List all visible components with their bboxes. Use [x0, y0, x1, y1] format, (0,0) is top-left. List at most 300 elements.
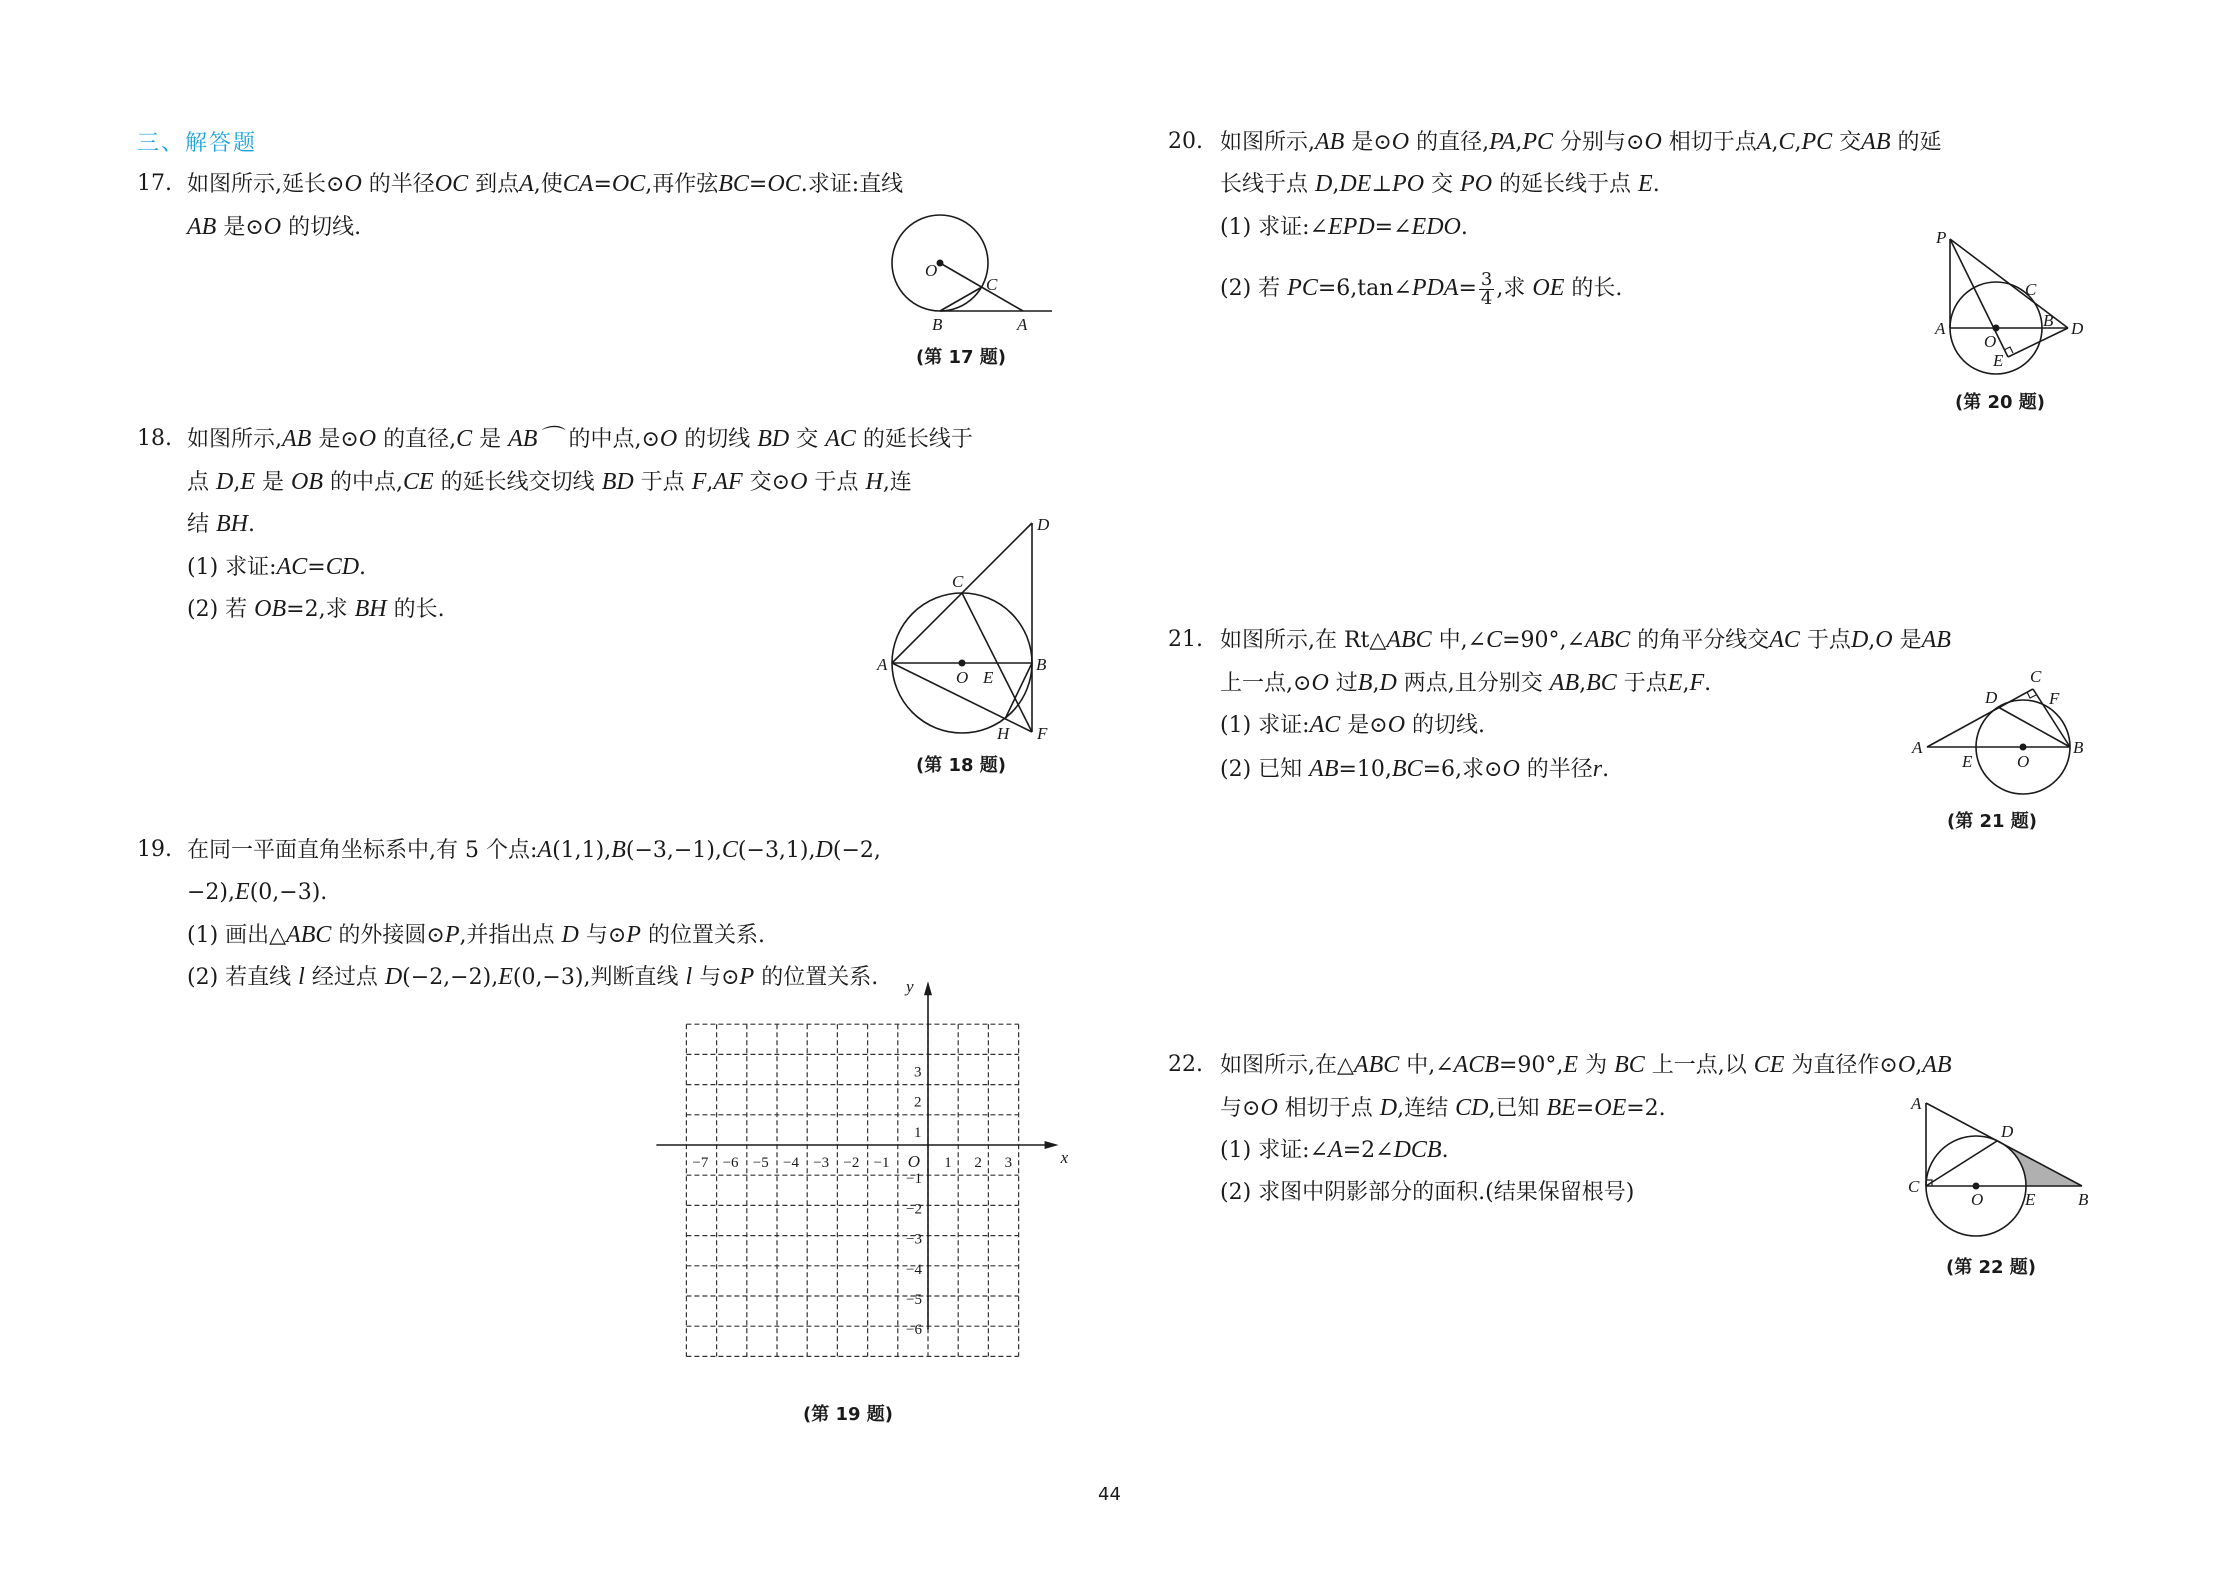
x-tick-label: 2 [974, 1155, 982, 1171]
math-symbol: AB [1549, 670, 1580, 696]
figure-caption: (第 20 题) [1955, 392, 2046, 413]
x-axis-label: x [1060, 1148, 1069, 1167]
question-part-1 [187, 552, 366, 583]
text-segment: (−2,−2), [402, 965, 499, 990]
math-symbol: AC [1309, 712, 1341, 738]
fraction-numerator: 3 [1480, 268, 1493, 290]
text-segment: 过 [1328, 671, 1358, 696]
question-text-line [187, 835, 881, 866]
question-text-line [1220, 1093, 1666, 1124]
math-symbol: AB [1309, 756, 1339, 782]
line-db [1998, 707, 2070, 747]
figure-caption: (第 18 题) [916, 755, 1007, 776]
question-text-line [1220, 127, 1941, 158]
text-segment: 是⊙ [1344, 130, 1392, 155]
text-segment: 经过点 [304, 965, 385, 990]
math-symbol: E [1563, 1052, 1579, 1078]
question-text-line [187, 424, 973, 455]
text-segment: 如图所示,延长⊙ [187, 172, 345, 197]
math-symbol: OB [291, 469, 324, 495]
y-tick-label: 2 [914, 1094, 922, 1111]
label-b: B [2073, 738, 2084, 757]
math-symbol: D [216, 469, 234, 495]
text-segment: 为直径作⊙ [1784, 1053, 1898, 1078]
text-segment: 的延长线于点 [1492, 172, 1639, 197]
x-tick-label: 1 [944, 1155, 952, 1171]
math-symbol: AC [1769, 627, 1800, 653]
text-segment: = [748, 172, 768, 197]
text-segment: 的延 [1890, 130, 1942, 155]
y-tick-label: −3 [906, 1231, 922, 1248]
math-symbol: BH [354, 596, 387, 622]
text-segment: (0,−3),判断直线 [512, 965, 686, 990]
text-segment: 的延长线交切线 [433, 470, 602, 495]
math-symbol: O [1897, 1052, 1916, 1078]
question-text-line [187, 877, 327, 908]
math-symbol: AB [1921, 627, 1951, 653]
text-segment: 长线于点 [1220, 172, 1315, 197]
math-symbol: CD [1455, 1095, 1489, 1121]
center-point [1973, 1183, 1980, 1190]
text-segment: . [1460, 215, 1468, 240]
x-tick-label: −6 [722, 1155, 739, 1171]
text-segment: 为 [1578, 1053, 1615, 1078]
question-part-2 [1220, 1178, 1634, 1208]
label-a: A [1912, 738, 1923, 757]
math-symbol: E [240, 469, 256, 495]
text-segment: , [1868, 628, 1876, 653]
math-symbol: O [1387, 712, 1406, 738]
line-cd [1926, 1141, 1997, 1186]
math-symbol: OC [611, 171, 646, 197]
label-o: O [1984, 332, 1997, 351]
text-segment: 点 [187, 470, 216, 495]
math-symbol: E [1667, 670, 1683, 696]
x-tick-label: −7 [692, 1155, 709, 1171]
label-p: P [1936, 228, 1947, 247]
math-symbol: ACB [1453, 1052, 1499, 1078]
math-symbol: AB [1922, 1052, 1952, 1078]
text-segment: , [706, 470, 714, 495]
text-segment: . [1441, 1138, 1449, 1163]
math-symbol: D [1379, 1095, 1398, 1121]
text-segment: 的长. [386, 597, 445, 622]
math-symbol: O [1311, 670, 1329, 696]
text-segment: 的切线. [1405, 713, 1486, 738]
math-symbol: BH [216, 511, 248, 537]
math-symbol: PC [1522, 129, 1554, 155]
origin-label: O [907, 1152, 921, 1171]
text-segment: ,再作弦 [645, 172, 719, 197]
center-point [1993, 325, 2000, 332]
label-a: A [1935, 319, 1946, 338]
text-segment: ,并指出点 [459, 923, 562, 948]
math-symbol: PO [1460, 171, 1493, 197]
text-segment: 的长. [1564, 276, 1623, 301]
math-symbol: A [519, 171, 534, 197]
text-segment: , [1515, 130, 1523, 155]
math-symbol: OB [254, 596, 287, 622]
label-e: E [1962, 752, 1973, 771]
label-b: B [932, 315, 943, 334]
math-symbol: PO [1392, 171, 1425, 197]
text-segment: (−2, [832, 838, 881, 863]
math-symbol: D [561, 922, 579, 948]
text-segment: . [248, 512, 255, 537]
text-segment: , [1332, 172, 1340, 197]
text-segment: 分别与⊙ [1553, 130, 1645, 155]
math-symbol: P [739, 964, 755, 990]
label-o: O [1971, 1190, 1984, 1209]
line-pe [1950, 239, 2008, 357]
math-symbol: H [865, 469, 883, 495]
math-symbol: F [1689, 670, 1705, 696]
text-segment: 上一点,以 [1644, 1053, 1754, 1078]
x-tick-label: −3 [813, 1155, 830, 1171]
math-symbol: DCB [1393, 1137, 1442, 1163]
label-d: D [2001, 1122, 2014, 1141]
math-symbol: r [1592, 756, 1603, 782]
text-segment: . [1602, 757, 1610, 782]
math-symbol: BC [1614, 1052, 1645, 1078]
question-number: 21. [1168, 627, 1203, 652]
math-symbol: O [790, 469, 808, 495]
x-tick-label: −1 [873, 1155, 890, 1171]
text-segment: 交 [1832, 130, 1862, 155]
math-symbol: ABC [1353, 1052, 1400, 1078]
text-segment: 的半径 [1519, 757, 1593, 782]
text-segment: (1) 求证:∠ [1220, 215, 1329, 240]
math-symbol: E [498, 964, 513, 990]
math-symbol: CE [1753, 1052, 1785, 1078]
x-tick-label: −2 [843, 1155, 860, 1171]
question-part-1 [1220, 1135, 1449, 1166]
question-text-line [1220, 668, 1711, 699]
y-tick-label: −5 [906, 1292, 922, 1308]
text-segment: ,求 [1496, 276, 1533, 301]
label-c: C [2025, 280, 2037, 299]
text-segment: (−3,1), [737, 838, 816, 863]
text-segment: 与⊙ [692, 965, 740, 990]
question-text-line [1220, 169, 1660, 200]
math-symbol: OC [767, 171, 801, 197]
text-segment: 到点 [468, 172, 520, 197]
question-part-2 [187, 594, 445, 625]
math-symbol: D [815, 837, 833, 863]
math-symbol: O [344, 171, 362, 197]
math-symbol: BC [1391, 756, 1423, 782]
text-segment: .求证:直线 [800, 172, 904, 197]
text-segment: −2), [187, 880, 236, 905]
text-segment: ,连 [882, 470, 912, 495]
math-symbol: O [263, 214, 282, 240]
text-segment: = [1458, 276, 1477, 301]
label-c: C [952, 572, 964, 591]
y-tick-label: −2 [906, 1201, 922, 1218]
question-number: 19. [137, 837, 172, 862]
math-symbol: PA [1489, 129, 1516, 155]
math-symbol: AB [1861, 129, 1891, 155]
text-segment: (2) 求图中阴影部分的面积.(结果保留根号) [1220, 1180, 1635, 1205]
y-tick-label: 3 [914, 1064, 922, 1081]
text-segment: 的位置关系. [754, 965, 879, 990]
text-segment: 如图所示,在△ [1220, 1053, 1354, 1078]
text-segment: = [307, 555, 326, 580]
math-symbol: BD [757, 426, 790, 452]
math-symbol: EPD [1328, 214, 1375, 240]
text-segment: (2) 若直线 [187, 965, 299, 990]
text-segment: 是⊙ [216, 215, 264, 240]
text-segment: 的角平分线交 [1630, 628, 1770, 653]
figure-caption: (第 19 题) [803, 1404, 894, 1425]
math-symbol: AB [187, 214, 217, 240]
math-symbol: E [1638, 171, 1653, 197]
label-f: F [2049, 689, 2060, 708]
math-symbol: BC [1586, 670, 1617, 696]
math-symbol: DE [1339, 171, 1372, 197]
question-text-line [187, 467, 912, 498]
y-axis-label: y [906, 977, 914, 997]
math-symbol: l [685, 964, 693, 990]
question-text-line [1220, 1050, 1952, 1081]
math-symbol: C [456, 426, 473, 452]
question-number: 17. [137, 171, 172, 196]
text-segment: 两点,且分别交 [1396, 671, 1550, 696]
math-symbol: BE [1546, 1095, 1576, 1121]
math-symbol: A [1328, 1137, 1343, 1163]
math-symbol: OE [1594, 1095, 1627, 1121]
text-segment: ,使 [533, 172, 563, 197]
text-segment: 如图所示, [187, 427, 282, 452]
text-segment: . [1704, 671, 1712, 696]
text-segment: 结 [187, 512, 216, 537]
math-symbol: l [298, 964, 305, 990]
text-segment: 的直径, [376, 427, 457, 452]
label-o: O [925, 261, 938, 280]
text-segment: 的切线 [677, 427, 758, 452]
math-symbol: O [1875, 627, 1893, 653]
part-2-text-after [1496, 276, 1622, 301]
label-e: E [1993, 351, 2004, 370]
text-segment: 与⊙ [1220, 1096, 1261, 1121]
figure-caption: (第 21 题) [1947, 811, 2038, 832]
math-symbol: O [1644, 129, 1662, 155]
text-segment: 于点 [1799, 628, 1851, 653]
math-symbol: B [611, 837, 626, 863]
fraction [1479, 268, 1494, 309]
question-text-line [187, 212, 361, 243]
math-symbol: O [358, 426, 377, 452]
math-symbol: F [691, 469, 707, 495]
question-text-line [187, 509, 255, 540]
label-b: B [1036, 655, 1047, 674]
page-number: 44 [1098, 1484, 1121, 1505]
math-symbol: PDA [1411, 275, 1459, 301]
math-symbol: ABC [1584, 627, 1631, 653]
math-symbol: OC [434, 171, 469, 197]
question-part-2 [1220, 268, 1622, 309]
text-segment: 的直径, [1409, 130, 1490, 155]
math-symbol: CD [325, 554, 360, 580]
text-segment: 如图所示,在 Rt△ [1220, 628, 1387, 653]
text-segment: , [1794, 130, 1802, 155]
text-segment: =2. [1626, 1096, 1666, 1121]
x-axis-arrow [1045, 1141, 1059, 1149]
label-d: D [2071, 319, 2084, 338]
text-segment: =2,求 [286, 597, 355, 622]
math-symbol: OE [1532, 275, 1565, 301]
text-segment: , [233, 470, 241, 495]
label-h: H [997, 724, 1010, 743]
math-symbol: D [1850, 627, 1869, 653]
text-segment: (−3,−1), [625, 838, 722, 863]
line-bh [1005, 663, 1032, 719]
text-segment: 的中点, [323, 470, 404, 495]
math-symbol: AB⌒ [508, 426, 562, 452]
text-segment: 的半径 [361, 172, 435, 197]
math-symbol: PC [1287, 275, 1318, 301]
label-e: E [983, 668, 994, 687]
label-c: C [1908, 1177, 1920, 1196]
math-symbol: A [1756, 129, 1772, 155]
math-symbol: C [1778, 129, 1795, 155]
text-segment: =∠ [1374, 215, 1412, 240]
text-segment: 在同一平面直角坐标系中,有 5 个点: [187, 838, 538, 863]
text-segment: . [359, 555, 367, 580]
y-axis-arrow [924, 981, 932, 995]
text-segment: (2) 若 [187, 597, 255, 622]
question-text-line [1220, 625, 1951, 656]
chord-bc [940, 287, 982, 311]
math-symbol: O [659, 426, 678, 452]
math-symbol: AF [713, 469, 743, 495]
math-symbol: AC [825, 426, 856, 452]
question-number: 18. [137, 426, 172, 451]
section-heading: 三、解答题 [137, 131, 258, 156]
text-segment: , [1682, 671, 1690, 696]
y-tick-label: 1 [914, 1124, 922, 1141]
text-segment: 是 [472, 427, 509, 452]
text-segment: 于点 [1616, 671, 1668, 696]
text-segment: (1) 求证:∠ [1220, 1138, 1329, 1163]
label-c: C [986, 275, 998, 294]
text-segment: =6,tan∠ [1317, 276, 1412, 301]
text-segment: =2∠ [1342, 1138, 1394, 1163]
text-segment: ⊥ [1371, 172, 1393, 197]
text-segment: . [1652, 172, 1660, 197]
question-part-1 [187, 920, 765, 951]
math-symbol: AB [1315, 129, 1345, 155]
math-symbol: BC [718, 171, 749, 197]
center-point [959, 660, 966, 667]
text-segment: 于点 [633, 470, 692, 495]
question-number: 22. [1168, 1052, 1203, 1077]
math-symbol: P [444, 922, 460, 948]
math-symbol: ABC [286, 922, 332, 948]
text-segment: =6,求⊙ [1422, 757, 1503, 782]
text-segment: 是 [1892, 628, 1922, 653]
y-tick-label: −6 [906, 1322, 922, 1339]
question-part-1 [1220, 212, 1468, 243]
math-symbol: D [1315, 171, 1333, 197]
label-f: F [1037, 724, 1048, 743]
text-segment: 的外接圆⊙ [331, 923, 445, 948]
math-symbol: CE [403, 469, 434, 495]
figure-caption: (第 17 题) [916, 347, 1007, 368]
text-segment: 中,∠ [1431, 628, 1487, 653]
text-segment: 交 [789, 427, 826, 452]
label-d: D [1985, 688, 1998, 707]
math-symbol: AB [282, 426, 312, 452]
y-tick-label: −1 [906, 1171, 922, 1188]
text-segment: 如图所示, [1220, 130, 1315, 155]
text-segment: 于点 [807, 470, 866, 495]
label-c: C [2030, 667, 2042, 686]
label-a: A [1017, 315, 1028, 334]
x-tick-label: 3 [1004, 1155, 1013, 1171]
text-segment: = [593, 172, 612, 197]
math-symbol: ABC [1386, 627, 1432, 653]
text-segment: =10, [1338, 757, 1392, 782]
text-segment: 交⊙ [742, 470, 791, 495]
text-segment: 是⊙ [311, 427, 359, 452]
label-b: B [2078, 1190, 2089, 1209]
label-o: O [956, 668, 969, 687]
math-symbol: C [721, 837, 738, 863]
center-point [937, 260, 944, 267]
question-part-2 [187, 962, 878, 993]
text-segment: (2) 已知 [1220, 757, 1310, 782]
y-tick-label: −4 [906, 1261, 922, 1278]
question-text-line [187, 169, 903, 200]
text-segment: 相切于点 [1661, 130, 1757, 155]
text-segment: =90°, [1499, 1053, 1564, 1078]
text-segment: (0,−3). [249, 880, 328, 905]
text-segment: , [1579, 671, 1587, 696]
label-d: D [1037, 515, 1050, 534]
text-segment: 是⊙ [1340, 713, 1388, 738]
text-segment: = [1575, 1096, 1595, 1121]
label-o: O [2017, 752, 2030, 771]
question-part-2 [1220, 754, 1609, 785]
math-symbol: EDO [1411, 214, 1461, 240]
question-part-1 [1220, 710, 1485, 741]
text-segment: (1,1), [552, 838, 612, 863]
text-segment: (1) 求证: [1220, 713, 1310, 738]
math-symbol: AC [276, 554, 308, 580]
math-symbol: O [1502, 756, 1520, 782]
figure-caption: (第 22 题) [1946, 1257, 2037, 1278]
text-segment: 的中点,⊙ [561, 427, 660, 452]
text-segment: 与⊙ [578, 923, 627, 948]
part-2-text-before [1220, 276, 1477, 301]
fraction-denominator: 4 [1480, 287, 1493, 309]
text-segment: (1) 求证: [187, 555, 277, 580]
text-segment: 交 [1424, 172, 1461, 197]
center-point [2020, 744, 2027, 751]
text-segment: 的位置关系. [640, 923, 765, 948]
math-symbol: E [235, 879, 250, 905]
math-symbol: O [1391, 129, 1410, 155]
text-segment: ,已知 [1488, 1096, 1547, 1121]
text-segment: =90°,∠ [1502, 628, 1585, 653]
text-segment: 的延长线于 [855, 427, 973, 452]
math-symbol: O [1260, 1095, 1278, 1121]
x-tick-label: −5 [752, 1155, 769, 1171]
math-symbol: BD [601, 469, 634, 495]
text-segment: , [1771, 130, 1779, 155]
text-segment: 是 [255, 470, 292, 495]
